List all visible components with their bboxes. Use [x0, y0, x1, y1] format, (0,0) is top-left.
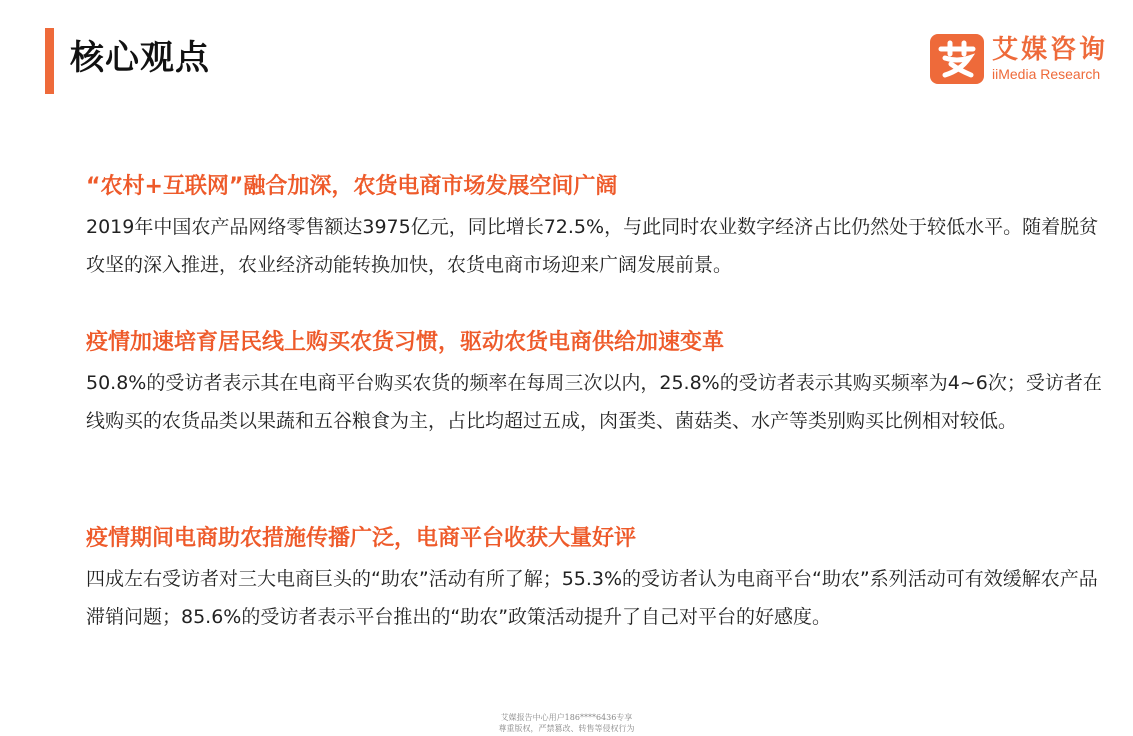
- logo-text: [992, 35, 1108, 83]
- key-point-body: 2019年中国农产品网络零售额达3975亿元，同比增长72.5%，与此同时农业数字经济占比仍然处于较低水平。随着脱贫攻坚的深入推进，农业经济动能转换加快，农货电商市场迎来广阔发展前景。: [86, 216, 1099, 276]
- key-point-body: 50.8%的受访者表示其在电商平台购买农货的频率在每周三次以内，25.8%的受访者表示其购买频率为4~6次；受访者在线购买的农货品类以果蔬和五谷粮食为主，占比均超过五成，肉蛋类、菌菇类、水产等类别购买比例相对较低。: [86, 372, 1102, 432]
- key-point-body: 四成左右受访者对三大电商巨头的“助农”活动有所了解；55.3%的受访者认为电商平台“助农”系列活动可有效缓解农产品滞销问题；85.6%的受访者表示平台推出的“助农”政策活动提升了自己对平台的好感度。: [86, 568, 1098, 628]
- iimedia-logo: [930, 34, 1108, 84]
- watermark-line-1: 艾媒报告中心用户186****6436专享: [500, 713, 633, 722]
- watermark-line-2: 尊重版权，严禁篡改、转售等侵权行为: [498, 724, 635, 733]
- key-point-section-2: [86, 328, 1116, 440]
- page-title: 核心观点: [70, 38, 210, 78]
- title-accent-bar: [45, 28, 54, 94]
- logo-name-cn: 艾媒咨询: [992, 35, 1109, 65]
- copyright-watermark: [0, 712, 1133, 734]
- ai-character-icon: [937, 40, 977, 78]
- key-point-heading: 疫情期间电商助农措施传播广泛，电商平台收获大量好评: [86, 526, 637, 551]
- key-point-section-1: [86, 172, 1116, 284]
- key-point-heading: “农村+互联网”融合加深，农货电商市场发展空间广阔: [86, 174, 618, 199]
- logo-name-en: iiMedia Research: [992, 66, 1101, 82]
- logo-mark-icon: [930, 34, 984, 84]
- key-point-heading: 疫情加速培育居民线上购买农货习惯，驱动农货电商供给加速变革: [86, 330, 725, 355]
- key-point-section-3: [86, 524, 1116, 636]
